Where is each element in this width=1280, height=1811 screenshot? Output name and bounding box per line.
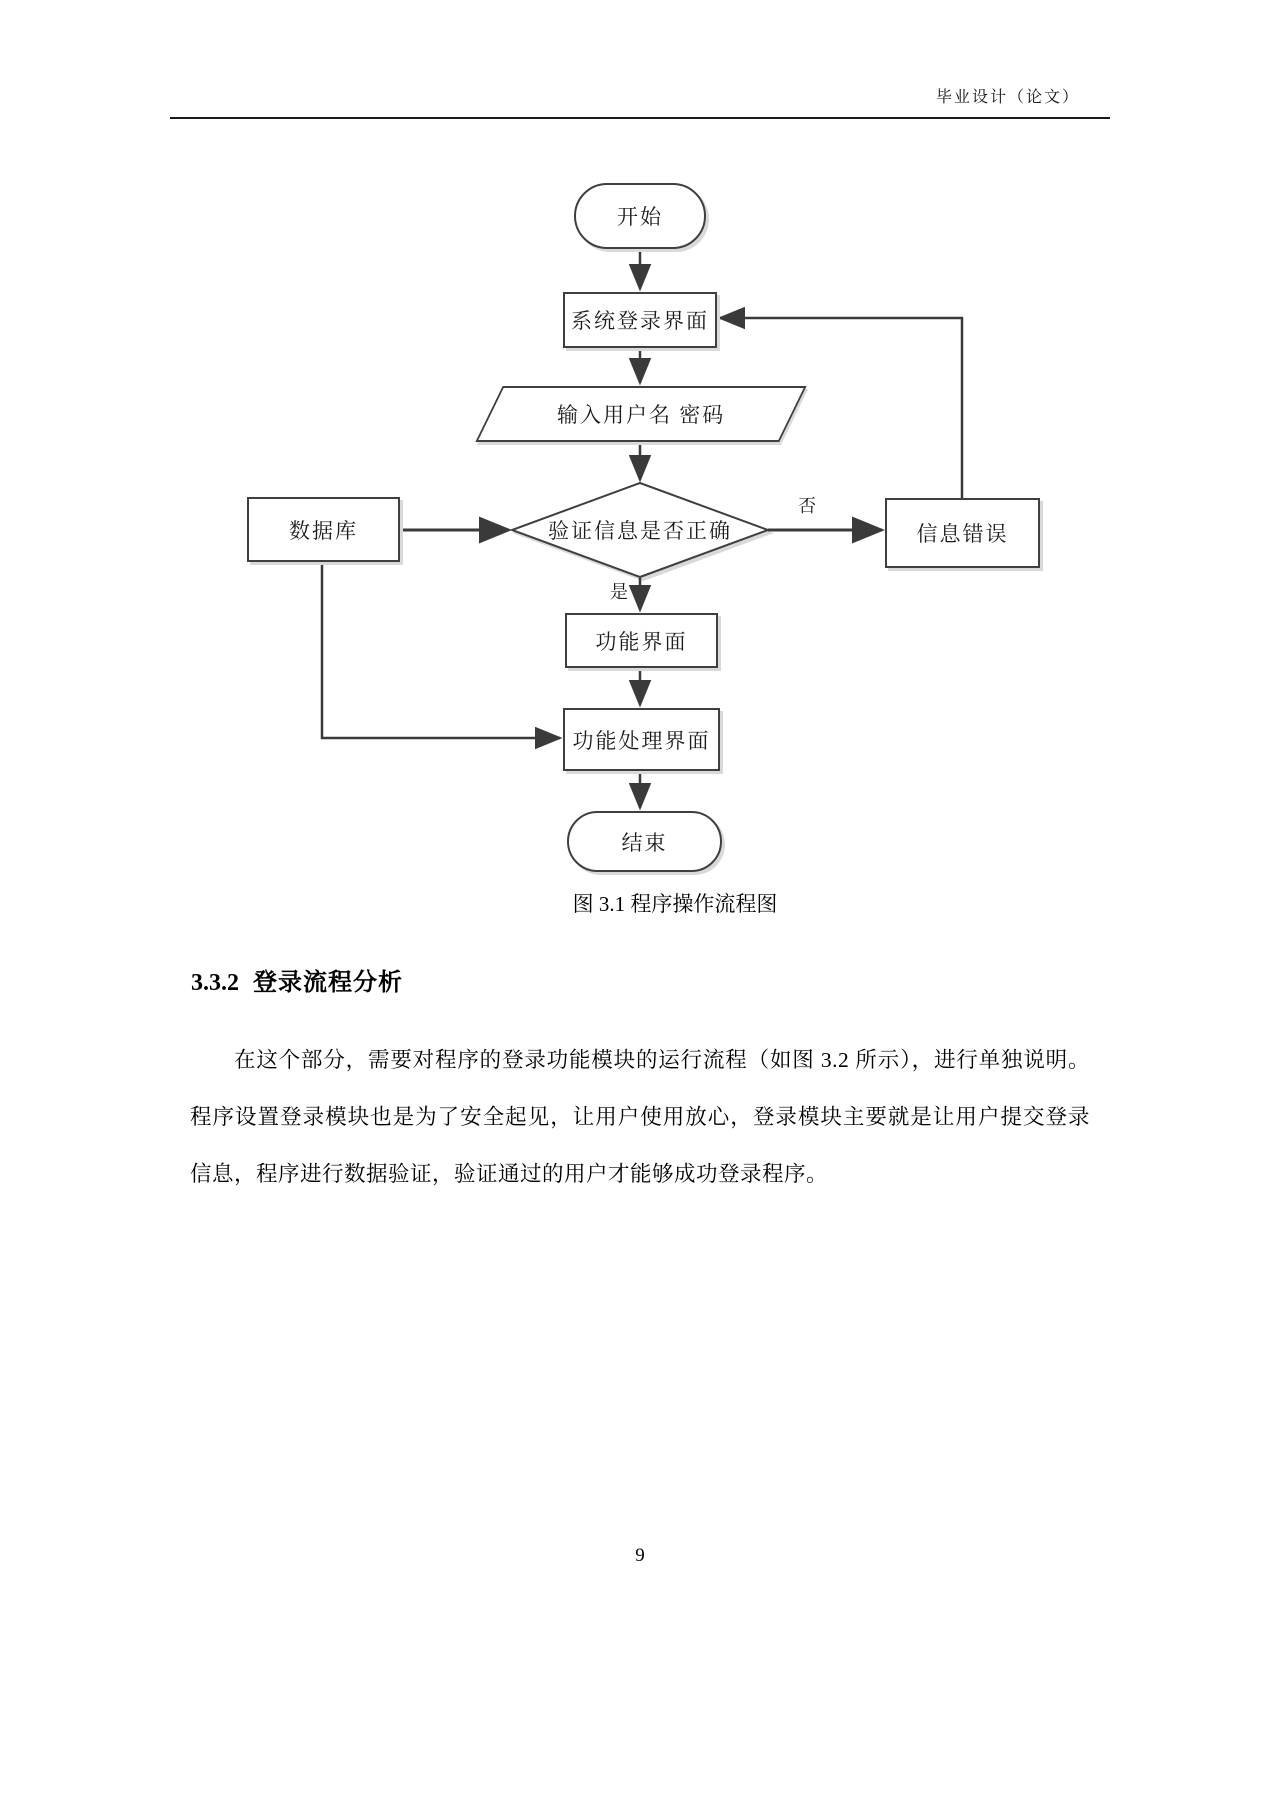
flow-node-handle-label: 功能处理界面 [572, 728, 711, 753]
flow-node-start-label: 开始 [617, 205, 663, 229]
edge-label-yes: 是 [610, 582, 628, 602]
edge-label-no: 否 [798, 496, 816, 516]
flow-node-error-label: 信息错误 [916, 522, 1009, 546]
flow-node-error [885, 498, 1040, 568]
flow-node-handle [563, 708, 720, 771]
arrow-database-to-handle [322, 562, 560, 738]
flow-node-login-label: 系统登录界面 [571, 309, 709, 333]
figure-caption: 图 3.1 程序操作流程图 [572, 892, 778, 916]
flow-node-end [567, 811, 722, 872]
flow-node-verify-label: 验证信息是否正确 [548, 519, 732, 543]
flow-node-input [475, 386, 806, 442]
body-paragraph: 在这个部分，需要对程序的登录功能模块的运行流程（如图 3.2 所示），进行单独说明。程序设置登录模块也是为了安全起见，让用户使用放心，登录模块主要就是让用户提交登录信息，程序进行数据验证，验证通过的用户才能够成功登录程序。 [190, 1048, 1090, 1186]
page-header-title: 毕业设计（论文） [935, 89, 1080, 106]
flow-node-input-label: 输入用户名 密码 [556, 403, 726, 427]
flow-node-database-label: 数据库 [289, 518, 358, 543]
flow-node-end-label: 结束 [621, 830, 668, 855]
flow-node-start [574, 183, 706, 249]
flow-node-function-label: 功能界面 [595, 629, 688, 654]
flow-node-login [563, 292, 717, 348]
section-number: 3.3.2 [191, 970, 239, 996]
flow-node-function [565, 613, 718, 668]
flow-node-database [247, 497, 400, 562]
section-heading [191, 962, 403, 997]
section-title: 登录流程分析 [253, 969, 403, 996]
page-number: 9 [635, 1545, 645, 1566]
